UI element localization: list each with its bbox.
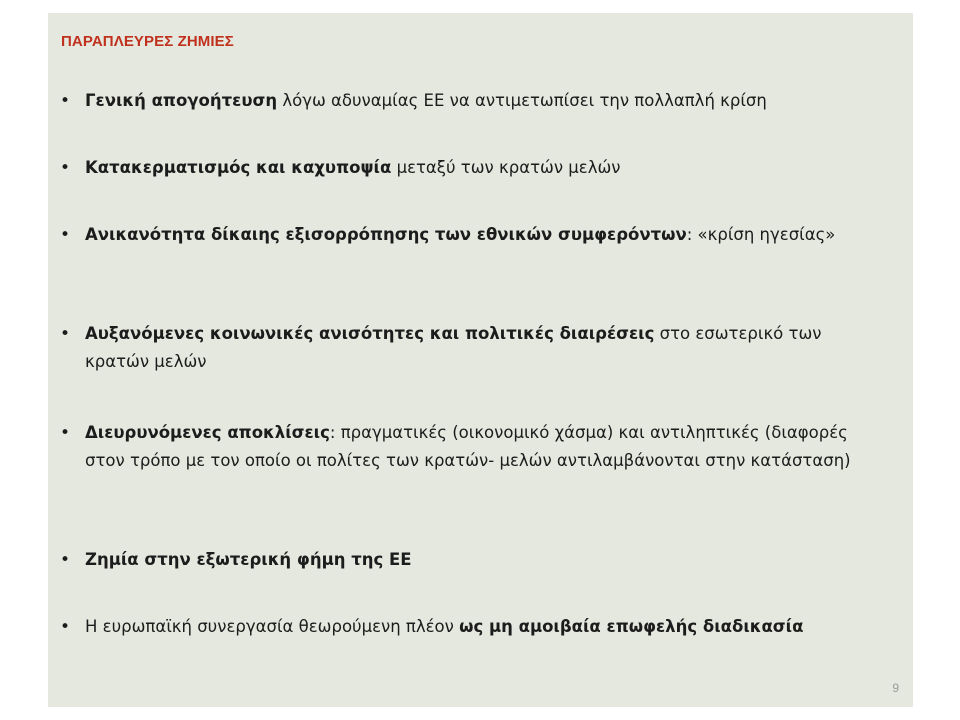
bullet-item	[48, 154, 848, 182]
bullet-normal-text: : πραγματικές (οικονομικό χάσμα) και αντιληπτικές (διαφορές στον τρόπο με τον οποίο οι πολίτες των κρατών- μελών αντιλαμβάνονται στην κατάσταση)	[85, 423, 851, 470]
slide-title: ΠΑΡΑΠΛΕΥΡΕΣ ΖΗΜΙΕΣ	[61, 33, 234, 50]
bullet-text	[85, 87, 865, 115]
bullet-icon: •	[60, 158, 71, 178]
bullet-text	[85, 221, 865, 249]
bullet-normal-text: Η ευρωπαϊκή συνεργασία θεωρούμενη πλέον	[85, 617, 460, 636]
bullet-bold-text: Ανικανότητα δίκαιης εξισορρόπησης των εθνικών συμφερόντων	[85, 225, 687, 244]
bullet-bold-text: Κατακερματισμός και καχυποψία	[85, 158, 392, 177]
bullet-bold-text: Διευρυνόμενες αποκλίσεις	[85, 423, 330, 442]
slide	[48, 13, 913, 707]
page-number: 9	[892, 681, 899, 695]
bullet-text	[85, 546, 865, 574]
bullet-normal-text: στο εσωτερικό των κρατών μελών	[85, 324, 822, 371]
bullet-item	[48, 419, 851, 475]
bullet-text	[85, 320, 865, 376]
bullet-bold-text: Γενική απογοήτευση	[85, 91, 278, 110]
bullet-icon: •	[60, 423, 71, 443]
bullet-item	[48, 320, 848, 376]
bullet-icon: •	[60, 550, 71, 570]
bullet-icon: •	[60, 324, 71, 344]
bullet-icon: •	[60, 617, 71, 637]
bullet-item	[48, 546, 848, 574]
bullet-normal-text: λόγω αδυναμίας ΕΕ να αντιμετωπίσει την πολλαπλή κρίση	[277, 91, 767, 110]
bullet-normal-text: : «κρίση ηγεσίας»	[686, 225, 836, 244]
bullet-item	[48, 613, 848, 641]
bullet-icon: •	[60, 225, 71, 245]
bullet-item	[48, 87, 848, 115]
bullet-text	[85, 154, 865, 182]
bullet-text	[85, 613, 865, 641]
bullet-bold-text: ως μη αμοιβαία επωφελής διαδικασία	[459, 617, 804, 636]
bullet-bold-text: Ζημία στην εξωτερική φήμη της ΕΕ	[85, 550, 412, 569]
bullet-item	[48, 221, 848, 249]
bullet-normal-text: μεταξύ των κρατών μελών	[391, 158, 621, 177]
bullet-text	[85, 419, 865, 475]
bullet-bold-text: Αυξανόμενες κοινωνικές ανισότητες και πολιτικές διαιρέσεις	[85, 324, 655, 343]
bullet-icon: •	[60, 91, 71, 111]
